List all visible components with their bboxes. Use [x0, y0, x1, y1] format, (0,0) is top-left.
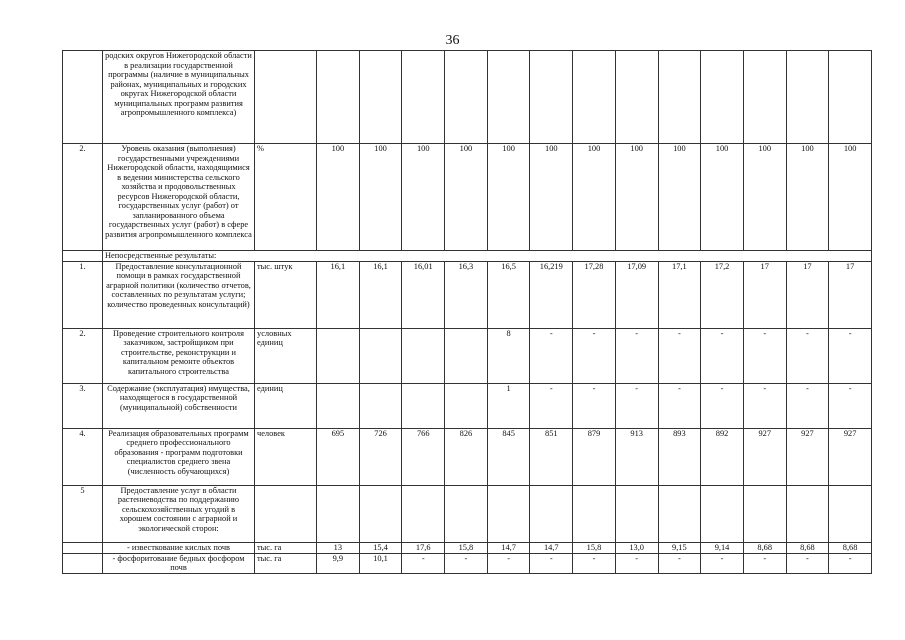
value-cell — [445, 51, 488, 144]
unit-cell: тыс. га — [255, 553, 317, 573]
value-cell: 16,219 — [530, 261, 573, 328]
value-cell: 100 — [829, 144, 872, 251]
table-row — [63, 383, 872, 428]
value-cell: - — [573, 553, 616, 573]
indicator-name: Реализация образовательных программ среднего профессионального образования - программ подготовки специалистов среднего звена (численность обучающихся) — [103, 428, 255, 485]
value-cell: 766 — [402, 428, 445, 485]
value-cell: - — [530, 553, 573, 573]
indicator-name: Предоставление услуг в области растениеводства по поддержанию сельскохозяйственных угодий в хорошем состоянии с аграрной и экологической сторон: — [103, 485, 255, 542]
value-cell: 8,68 — [829, 542, 872, 553]
value-cell: - — [615, 553, 658, 573]
value-cell — [359, 485, 402, 542]
value-cell — [573, 485, 616, 542]
value-cell — [359, 51, 402, 144]
value-cell: 14,7 — [487, 542, 530, 553]
table-row — [63, 542, 872, 553]
indicator-name: Уровень оказания (выполнения) государственными учреждениями Нижегородской области, находящимися в ведении министерства сельского хозяйства и продовольственных ресурсов Нижегородской области, государственных услуг (работ) от запланированного объема государственных услуг (работ) в сфере развития агропромышленного комплекса — [103, 144, 255, 251]
value-cell — [402, 51, 445, 144]
row-number: 4. — [63, 428, 103, 485]
value-cell: - — [445, 553, 488, 573]
value-cell: - — [615, 328, 658, 383]
unit-cell — [255, 51, 317, 144]
value-cell: 14,7 — [530, 542, 573, 553]
value-cell: 16,1 — [359, 261, 402, 328]
value-cell: 100 — [445, 144, 488, 251]
value-cell: - — [743, 553, 786, 573]
value-cell: - — [402, 553, 445, 573]
value-cell: - — [530, 383, 573, 428]
value-cell: 927 — [829, 428, 872, 485]
value-cell: 892 — [701, 428, 744, 485]
value-cell: 927 — [786, 428, 829, 485]
unit-cell: % — [255, 144, 317, 251]
value-cell: - — [573, 328, 616, 383]
value-cell: 879 — [573, 428, 616, 485]
value-cell: - — [701, 383, 744, 428]
value-cell: 17,2 — [701, 261, 744, 328]
table-row — [63, 428, 872, 485]
value-cell: 8 — [487, 328, 530, 383]
value-cell — [743, 51, 786, 144]
value-cell: 17,28 — [573, 261, 616, 328]
value-cell — [743, 485, 786, 542]
value-cell — [359, 328, 402, 383]
value-cell: - — [573, 383, 616, 428]
value-cell: 100 — [701, 144, 744, 251]
value-cell: 100 — [573, 144, 616, 251]
value-cell: 845 — [487, 428, 530, 485]
value-cell: - — [786, 383, 829, 428]
unit-cell — [255, 485, 317, 542]
value-cell: 913 — [615, 428, 658, 485]
value-cell: - — [487, 553, 530, 573]
page-number: 36 — [445, 33, 460, 48]
value-cell: 100 — [359, 144, 402, 251]
value-cell — [402, 328, 445, 383]
value-cell: - — [701, 553, 744, 573]
value-cell: - — [530, 328, 573, 383]
value-cell — [530, 485, 573, 542]
row-number — [63, 51, 103, 144]
value-cell — [658, 485, 701, 542]
value-cell: - — [658, 553, 701, 573]
value-cell: - — [786, 328, 829, 383]
value-cell: - — [701, 328, 744, 383]
value-cell: 15,8 — [573, 542, 616, 553]
table-body-bottom — [63, 261, 872, 573]
value-cell — [615, 485, 658, 542]
value-cell: 13,0 — [615, 542, 658, 553]
value-cell: 17 — [829, 261, 872, 328]
value-cell — [701, 485, 744, 542]
row-number: 5 — [63, 485, 103, 542]
value-cell: 17,09 — [615, 261, 658, 328]
indicator-name: Содержание (эксплуатация) имущества, находящегося в государственной (муниципальной) собственности — [103, 383, 255, 428]
value-cell — [317, 328, 360, 383]
indicators-table — [62, 50, 872, 574]
value-cell — [402, 485, 445, 542]
table-row — [63, 144, 872, 251]
value-cell: 927 — [743, 428, 786, 485]
unit-cell: человек — [255, 428, 317, 485]
value-cell — [487, 51, 530, 144]
value-cell — [786, 51, 829, 144]
value-cell — [445, 383, 488, 428]
unit-cell: условных единиц — [255, 328, 317, 383]
value-cell: 8,68 — [743, 542, 786, 553]
value-cell — [701, 51, 744, 144]
value-cell — [359, 383, 402, 428]
row-number: 2. — [63, 328, 103, 383]
value-cell — [445, 485, 488, 542]
row-number: 3. — [63, 383, 103, 428]
table-row — [63, 485, 872, 542]
row-number: 1. — [63, 261, 103, 328]
value-cell: 100 — [487, 144, 530, 251]
value-cell: 16,01 — [402, 261, 445, 328]
value-cell: 10,1 — [359, 553, 402, 573]
value-cell: - — [615, 383, 658, 428]
table-row — [63, 261, 872, 328]
value-cell: - — [786, 553, 829, 573]
value-cell — [786, 485, 829, 542]
value-cell: 8,68 — [786, 542, 829, 553]
value-cell: 15,4 — [359, 542, 402, 553]
value-cell: 1 — [487, 383, 530, 428]
indicator-name: родских округов Нижегородской области в реализации государственной программы (наличие в муниципальных районах, муниципальных и городских округах Нижегородской области муниципальных программ развития агропромышленного комплекса) — [103, 51, 255, 144]
section-row — [63, 251, 872, 262]
value-cell: 16,3 — [445, 261, 488, 328]
value-cell: 16,1 — [317, 261, 360, 328]
value-cell: 17,6 — [402, 542, 445, 553]
value-cell — [829, 485, 872, 542]
value-cell: 100 — [658, 144, 701, 251]
value-cell — [573, 51, 616, 144]
value-cell — [487, 485, 530, 542]
table-row — [63, 553, 872, 573]
value-cell: 851 — [530, 428, 573, 485]
value-cell: 100 — [530, 144, 573, 251]
value-cell: - — [829, 383, 872, 428]
table-row — [63, 51, 872, 144]
value-cell: 16,5 — [487, 261, 530, 328]
value-cell — [445, 328, 488, 383]
value-cell — [317, 485, 360, 542]
value-cell: - — [743, 383, 786, 428]
row-number: 2. — [63, 144, 103, 251]
value-cell: 100 — [615, 144, 658, 251]
value-cell — [317, 383, 360, 428]
value-cell: - — [658, 383, 701, 428]
section-header-row — [63, 251, 872, 262]
value-cell: 17,1 — [658, 261, 701, 328]
value-cell: 17 — [786, 261, 829, 328]
value-cell — [658, 51, 701, 144]
value-cell: 15,8 — [445, 542, 488, 553]
value-cell: 9,15 — [658, 542, 701, 553]
value-cell: 13 — [317, 542, 360, 553]
indicator-name: - известкование кислых почв — [103, 542, 255, 553]
value-cell: 726 — [359, 428, 402, 485]
table-row — [63, 328, 872, 383]
row-number — [63, 542, 103, 553]
value-cell: 826 — [445, 428, 488, 485]
section-num-cell — [63, 251, 103, 262]
unit-cell: тыс. га — [255, 542, 317, 553]
value-cell — [402, 383, 445, 428]
value-cell: 100 — [402, 144, 445, 251]
value-cell: - — [829, 328, 872, 383]
value-cell: 695 — [317, 428, 360, 485]
value-cell: 17 — [743, 261, 786, 328]
value-cell: 9,9 — [317, 553, 360, 573]
value-cell: - — [829, 553, 872, 573]
indicator-name: Предоставление консультационной помощи в рамках государственной аграрной политики (количество отчетов, составленных по результатам услуги; количество проведенных консультаций) — [103, 261, 255, 328]
indicator-name: Проведение строительного контроля заказчиком, застройщиком при строительстве, реконструкции и капитальном ремонте объектов капитального строительства — [103, 328, 255, 383]
value-cell: 100 — [743, 144, 786, 251]
unit-cell: единиц — [255, 383, 317, 428]
table-body-top — [63, 51, 872, 251]
value-cell: 100 — [317, 144, 360, 251]
value-cell — [530, 51, 573, 144]
row-number — [63, 553, 103, 573]
section-label: Непосредственные результаты: — [103, 251, 872, 262]
value-cell — [829, 51, 872, 144]
value-cell: - — [658, 328, 701, 383]
indicator-name: - фосфоритование бедных фосфором почв — [103, 553, 255, 573]
value-cell — [317, 51, 360, 144]
value-cell: - — [743, 328, 786, 383]
value-cell — [615, 51, 658, 144]
value-cell: 100 — [786, 144, 829, 251]
value-cell: 9,14 — [701, 542, 744, 553]
value-cell: 893 — [658, 428, 701, 485]
unit-cell: тыс. штук — [255, 261, 317, 328]
